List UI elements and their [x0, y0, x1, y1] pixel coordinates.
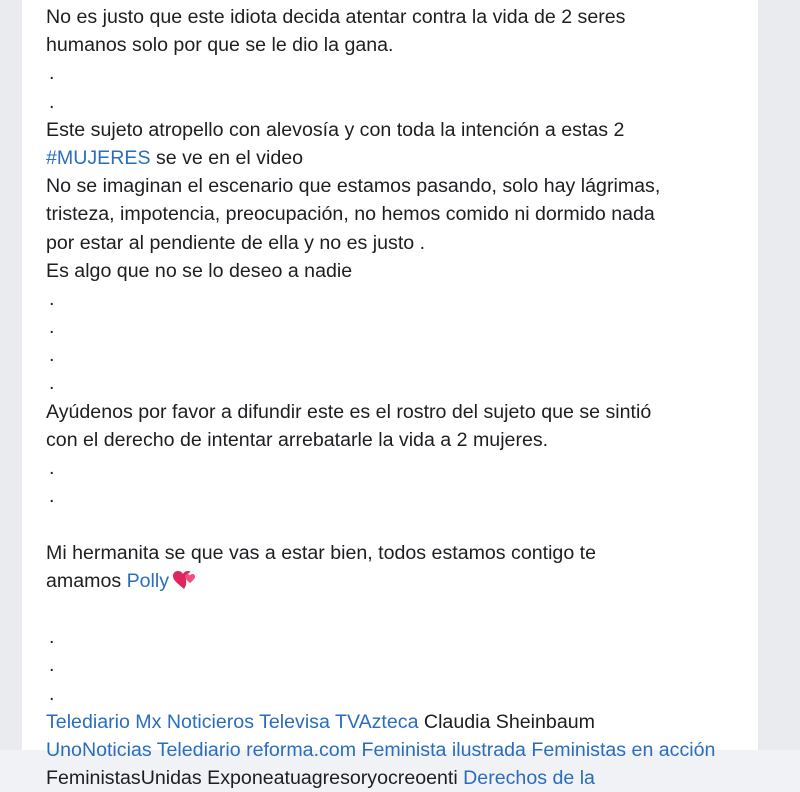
dot-separator: . — [49, 485, 55, 508]
mention-polly-link[interactable]: Polly — [126, 569, 170, 592]
post-line: No es justo que este idiota decida atentar contra la vida de 2 seres — [46, 6, 626, 28]
tag-exponeatuagresor-text: Exponeatuagresoryocreoenti — [207, 767, 458, 790]
post-line — [46, 567, 736, 595]
post-line: por estar al pendiente de ella y no es justo . — [46, 231, 426, 254]
post-line: No se imaginan el escenario que estamos pasando, solo hay lágrimas, — [46, 175, 661, 198]
dot-separator: . — [49, 316, 55, 339]
tag-feministasunidas-text: FeministasUnidas — [46, 767, 202, 790]
tag-tvazteca-link[interactable]: TVAzteca — [334, 710, 419, 733]
post-line: Ayúdenos por favor a difundir este es el rostro del sujeto que se sintió — [46, 400, 652, 423]
post-line: Este sujeto atropello con alevosía y con toda la intención a estas 2 — [46, 118, 625, 141]
dot-separator: . — [49, 626, 55, 649]
page-gutter-right — [758, 0, 800, 750]
post-line: con el derecho de intentar arrebatarle la vida a 2 mujeres. — [46, 428, 549, 451]
dot-separator: . — [49, 372, 55, 395]
post-text-fragment: se ve en el video — [150, 146, 304, 169]
paragraph-gap — [46, 510, 736, 538]
dot-separator: . — [49, 287, 55, 310]
tag-feministas-en-accion-link[interactable]: Feministas en acción — [531, 738, 716, 761]
post-line: Mi hermanita se que vas a estar bien, todos estamos contigo te — [46, 541, 597, 564]
tags-line — [46, 764, 736, 792]
post-line: Es algo que no se lo deseo a nadie — [46, 259, 353, 282]
tag-telediario-mx-link[interactable]: Telediario Mx — [46, 710, 162, 733]
tag-noticieros-televisa-link[interactable]: Noticieros Televisa — [166, 710, 330, 733]
post-line: tristeza, impotencia, preocupación, no hemos comido ni dormido nada — [46, 203, 655, 226]
tag-unonoticias-link[interactable]: UnoNoticias — [46, 738, 152, 761]
tag-telediario-link[interactable]: Telediario — [156, 738, 241, 761]
post-line — [46, 144, 736, 172]
dot-separator: . — [49, 457, 55, 479]
tag-feminista-ilustrada-link[interactable]: Feminista ilustrada — [361, 738, 526, 761]
tags-line — [46, 736, 736, 764]
two-hearts-icon — [171, 569, 197, 591]
page-gutter-left — [0, 0, 22, 750]
tag-claudia-sheinbaum-text: Claudia Sheinbaum — [423, 710, 595, 733]
hashtag-mujeres-link[interactable]: #MUJERES — [46, 146, 151, 169]
dot-separator: . — [49, 62, 55, 85]
dot-separator: . — [49, 682, 55, 705]
paragraph-gap — [46, 595, 736, 623]
post-body — [46, 3, 736, 792]
tag-derechos-link[interactable]: Derechos de la — [463, 767, 595, 790]
dot-separator: . — [49, 90, 55, 113]
post-text-fragment: amamos — [46, 569, 127, 592]
dot-separator: . — [49, 344, 55, 367]
post-line: humanos solo por que se le dio la gana. — [46, 34, 394, 57]
tags-line — [46, 708, 736, 736]
tag-reforma-link[interactable]: reforma.com — [246, 738, 357, 761]
post-card — [22, 0, 758, 790]
dot-separator: . — [49, 654, 55, 677]
